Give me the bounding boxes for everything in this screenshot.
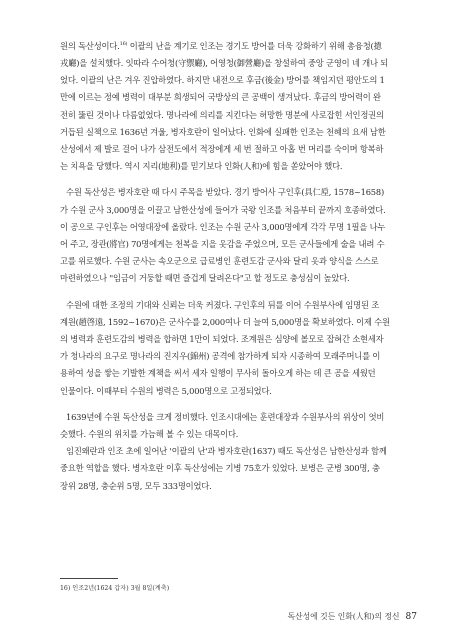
paragraph-3-line-3: 의 병력과 훈련도감의 병력을 합하면 1만이 되었다. 조계원은 심양에 볼모로 잡혀간 소현세자 <box>60 334 384 345</box>
paragraph-3-line-6: 인물이다. 이때부터 수원의 병력은 5,000명으로 고정되었다. <box>60 385 272 396</box>
paragraph-1-line-6: 거듭된 실책으로 1636년 겨울, 병자호란이 일어났다. 인화에 실패한 인조는 천혜의 요새 남한 <box>60 126 386 137</box>
paragraph-5-line-1: 임진왜란과 인조 초에 일어난 '이괄의 난'과 병자호란(1637) 때도 독산성은 남한산성과 함께 <box>66 446 387 457</box>
footnote-divider <box>60 578 118 579</box>
paragraph-4-line-2: 슷했다. 수원의 위치를 가늠해 볼 수 있는 대목이다. <box>60 429 239 440</box>
paragraph-5-line-3: 장위 28명, 충순위 5명, 모두 333명이었다. <box>60 480 212 491</box>
paragraph-2-line-6: 마련하였으나 "임금이 거둥할 때면 즐겁게 달려온다"고 할 정도로 충성심이 높았다. <box>60 273 350 284</box>
paragraph-1-line-4: 만에 이르는 정예 병력이 대부분 희생되어 국방상의 큰 공백이 생겨났다. 후금의 방어력이 완 <box>60 92 381 103</box>
paragraph-5 <box>60 443 415 495</box>
paragraph-1-line-8: 는 치욕을 당했다. 역시 지리(地利)를 믿기보다 인화(人和)에 힘을 쏟았어야 했다. <box>60 161 343 172</box>
paragraph-3-line-2: 계원(趙啓遠, 1592~1670)은 군사수를 2,000여나 더 늘여 5,000명을 확보하였다. 이제 수원 <box>60 316 390 327</box>
paragraph-2-line-3: 이 공으로 구인후는 어영대장에 올랐다. 인조는 수원 군사 3,000명에게 각각 무명 1필을 나누 <box>60 221 386 232</box>
paragraph-gap <box>60 175 415 184</box>
paragraph-1-line-1: 원의 독산성이다.$^{16)}$ 이괄의 난을 계기로 인조는 경기도 방어를 더욱 강화하기 위해 총융청(摠 <box>60 40 382 51</box>
paragraph-1-line-3: 었다. 이괄의 난은 겨우 진압하였다. 하지만 내전으로 후금(後金) 방어를 책임지던 평안도의 1 <box>60 75 385 86</box>
page-body <box>60 36 415 495</box>
paragraph-2 <box>60 184 415 287</box>
paragraph-5-line-2: 중요한 역할을 했다. 병자호란 이후 독산성에는 기병 75호가 있었다. 보병은 군병 300명, 충 <box>60 463 380 474</box>
paragraph-1-line-2: 戎廳)을 설치했다. 잇따라 수어청(守禦廳), 어영청(御營廳)을 창설하여 중앙 군영이 네 개나 되 <box>60 57 389 68</box>
running-footer <box>288 611 417 622</box>
paragraph-3-line-1: 수원에 대한 조정의 기대와 신뢰는 더욱 커졌다. 구인후의 뒤를 이어 수원부사에 임명된 조 <box>66 299 380 310</box>
paragraph-3 <box>60 297 415 400</box>
paragraph-2-line-2: 가 수원 군사 3,000명을 이끌고 남한산성에 들어가 국왕 인조를 처음부터 끝까지 호종하였다. <box>60 204 386 215</box>
paragraph-2-line-4: 어 주고, 장관(將官) 70명에게는 천복을 지을 옷감을 주었으며, 모든 군사들에게 술을 내려 수 <box>60 239 385 249</box>
paragraph-2-line-1: 수원 독산성은 병자호란 때 다시 주목을 받았다. 경기 방어사 구인후(具仁垕, 1578~1658) <box>66 187 384 198</box>
footnote-mark[interactable]: 16) <box>119 41 128 47</box>
paragraph-gap <box>60 288 415 297</box>
paragraph-1-line-5: 전히 뚫린 것이나 다름없었다. 명나라에 의리를 지킨다는 허망한 명분에 사로잡힌 서인정권의 <box>60 109 384 120</box>
paragraph-1-line-7: 산성에서 제 발로 걸어 나가 삼전도에서 적장에게 세 번 절하고 아홉 번 머리를 숙이며 항복하 <box>60 143 384 154</box>
paragraph-4 <box>60 409 415 443</box>
paragraph-3-line-4: 가 청나라의 요구로 명나라의 진지우(錦州) 공격에 참가하게 되자 시종하여 모래주머니를 이 <box>60 351 381 362</box>
paragraph-3-line-5: 용하여 성을 쌓는 기발한 계책을 써서 세자 일행이 무사히 돌아오게 하는 데 큰 공을 세웠던 <box>60 368 376 379</box>
paragraph-1 <box>60 36 415 175</box>
paragraph-4-line-1: 1639년에 수원 독산성을 크게 정비했다. 인조시대에는 훈련대장과 수원부사의 위상이 엇비 <box>66 411 385 422</box>
paragraph-gap <box>60 400 415 409</box>
paragraph-2-line-5: 고를 위로했다. 수원 군사는 속오군으로 급료병인 훈련도감 군사와 달리 옷과 양식을 스스로 <box>60 256 379 267</box>
footnote-16: 16) 인조2년(1624 갑자) 3월 8일(계축) <box>60 585 170 592</box>
running-title: 독산성에 깃든 인화(人和)의 정신 <box>287 612 400 621</box>
page-number: 87 <box>405 612 417 622</box>
